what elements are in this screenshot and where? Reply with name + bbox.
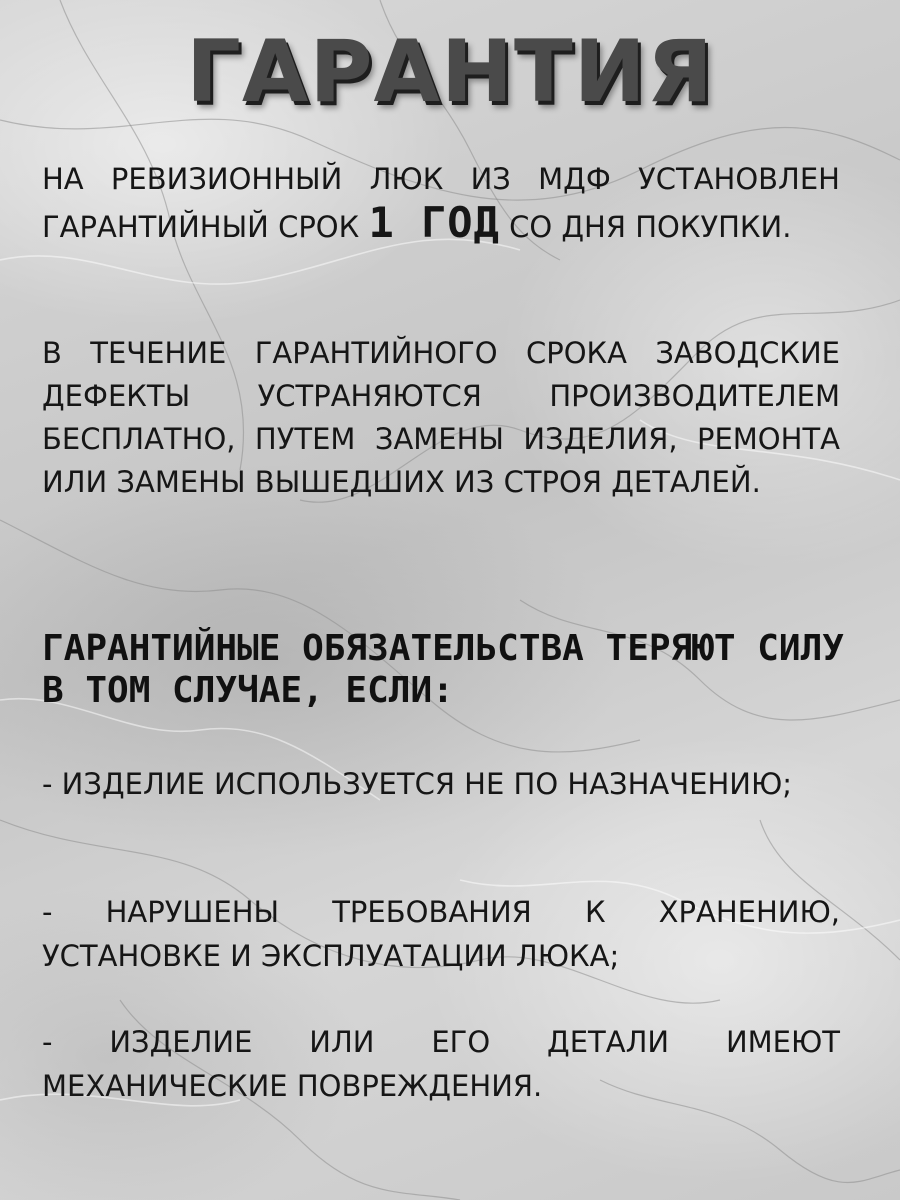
condition-item: - НАРУШЕНЫ ТРЕБОВАНИЯ К ХРАНЕНИЮ, УСТАНОВКЕ И ЭКСПЛУАТАЦИИ ЛЮКА; [42,895,840,973]
condition-item: - ИЗДЕЛИЕ ИСПОЛЬЗУЕТСЯ НЕ ПО НАЗНАЧЕНИЮ; [42,767,793,801]
page-title: ГАРАНТИЯ [186,22,714,122]
warranty-term-text-end: СО ДНЯ ПОКУПКИ. [499,210,792,244]
warranty-period: 1 ГОД [368,198,500,247]
warranty-repair-paragraph: В ТЕЧЕНИЕ ГАРАНТИЙНОГО СРОКА ЗАВОДСКИЕ ДЕФЕКТЫ УСТРАНЯЮТСЯ ПРОИЗВОДИТЕЛЕМ БЕСПЛАТНО, ПУТЕМ ЗАМЕНЫ ИЗДЕЛИЯ, РЕМОНТА ИЛИ ЗАМЕНЫ ВЫШЕДШИХ ИЗ СТРОЯ ДЕТАЛЕЙ. [42,336,840,499]
conditions-heading: ГАРАНТИЙНЫЕ ОБЯЗАТЕЛЬСТВА ТЕРЯЮТ СИЛУ В ТОМ СЛУЧАЕ, ЕСЛИ: [42,628,844,711]
warranty-term-text-start: НА РЕВИЗИОННЫЙ ЛЮК ИЗ МДФ УСТАНОВЛЕН ГАРАНТИЙНЫЙ СРОК [42,162,840,244]
warranty-term-paragraph [42,158,840,249]
condition-item: - ИЗДЕЛИЕ ИЛИ ЕГО ДЕТАЛИ ИМЕЮТ МЕХАНИЧЕСКИЕ ПОВРЕЖДЕНИЯ. [42,1025,840,1103]
